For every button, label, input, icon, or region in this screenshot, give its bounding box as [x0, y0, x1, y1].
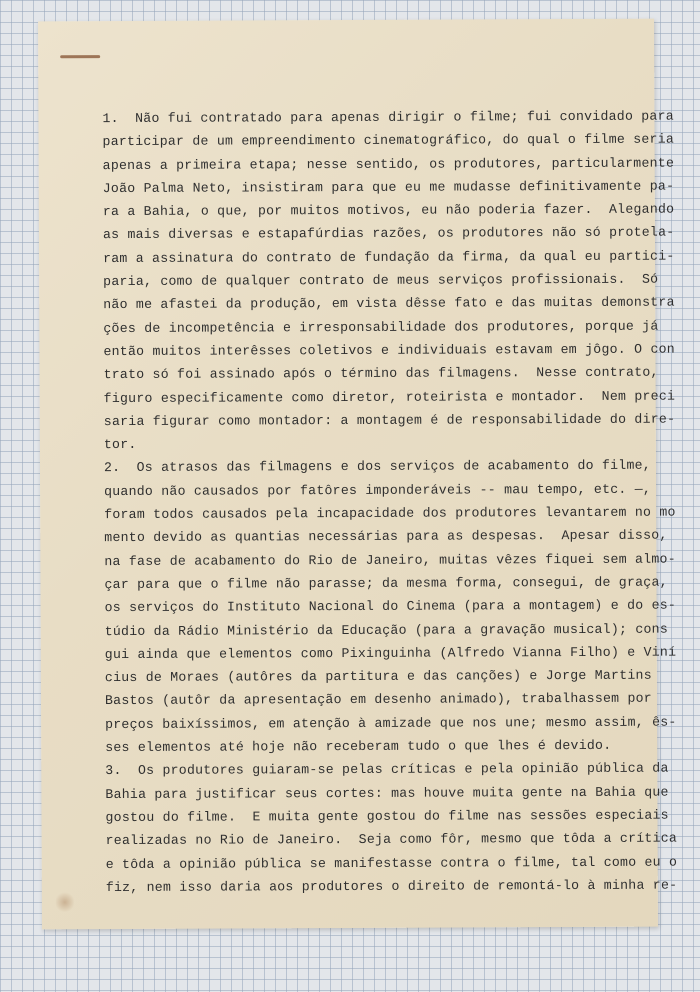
text-line: trato só foi assinado após o término das filmagens. Nesse contrato, [103, 364, 659, 383]
text-line: participar de um empreendimento cinematográfico, do qual o filme seria [102, 131, 675, 150]
text-line: ra a Bahia, o que, por muitos motivos, eu não poderia fazer. Alegando [102, 201, 675, 220]
text-line: realizadas no Rio de Janeiro. Seja como fôr, mesmo que tôda a crítica [105, 830, 678, 849]
typewritten-page [38, 19, 678, 930]
text-line: João Palma Neto, insistiram para que eu me mudasse definitivamente pa- [102, 178, 675, 196]
text-line: preços baixíssimos, em atenção à amizade que nos une; mesmo assim, ês- [105, 714, 677, 732]
text-line: 3. Os produtores guiaram-se pelas críticas e pela opinião pública da [105, 760, 669, 779]
text-line: cius de Moraes (autôres da partitura e das canções) e Jorge Martins [104, 667, 652, 686]
paper-stain [56, 891, 74, 913]
text-line: tor. [103, 437, 137, 453]
text-line: ses elementos até hoje não receberam tudo o que lhes é devido. [105, 737, 612, 756]
text-line: os serviços do Instituto Nacional do Cinema (para a montagem) e do es- [104, 597, 677, 616]
text-line: ram a assinatura do contrato de fundação da firma, da qual eu partici- [103, 248, 675, 266]
text-line: saria figurar como montador: a montagem é de responsabilidade do dire- [103, 411, 676, 429]
text-line: çar para que o filme não parasse; da mesma forma, consegui, de graça, [104, 574, 668, 593]
text-line: Bahia para justificar seus cortes: mas houve muita gente na Bahia que [105, 784, 669, 802]
text-line: foram todos causados pela incapacidade dos produtores levantarem no mo [104, 504, 676, 523]
text-line: apenas a primeira etapa; nesse sentido, os produtores, particularmente [102, 155, 675, 173]
ink-mark [60, 55, 100, 58]
text-line: na fase de acabamento do Rio de Janeiro, muitas vêzes fiquei sem almo- [104, 551, 676, 569]
text-line: ções de incompetência e irresponsabilidade dos produtores, porque já [103, 318, 659, 336]
text-line: gui ainda que elementos como Pixinguinha (Alfredo Vianna Filho) e Viní [104, 644, 677, 662]
text-line: quando não causados por fatôres imponderáveis -- mau tempo, etc. —, [104, 481, 652, 499]
text-line: fiz, nem isso daria aos produtores o direito de remontá-lo à minha re- [105, 877, 678, 895]
text-line: 2. Os atrasos das filmagens e dos serviços de acabamento do filme, [103, 458, 651, 476]
text-line: figuro especificamente como diretor, roteirista e montador. Nem preci [103, 388, 676, 406]
text-line: então muitos interêsses coletivos e individuais estavam em jôgo. O con [103, 341, 675, 360]
text-line: mento devido as quantias necessárias para as despesas. Apesar disso, [104, 527, 668, 546]
text-line: Bastos (autôr da apresentação em desenho animado), trabalhassem por [104, 691, 652, 709]
text-line: não me afastei da produção, em vista dêsse fato e das muitas demonstra [103, 294, 675, 313]
text-line: as mais diversas e estapafúrdias razões, os produtores não só protela- [102, 225, 675, 243]
document-body [102, 105, 677, 900]
text-line: 1. Não fui contratado para apenas dirigir o filme; fui convidado para [102, 108, 674, 127]
text-line: túdio da Rádio Ministério da Educação (para a gravação musical); cons [104, 621, 669, 639]
text-line: gostou do filme. E muita gente gostou do filme nas sessões especiais [105, 807, 669, 825]
text-line: e tôda a opinião pública se manifestasse contra o filme, tal como eu o [105, 854, 678, 872]
text-line: paria, como de qualquer contrato de meus serviços profissionais. Só [103, 271, 659, 290]
